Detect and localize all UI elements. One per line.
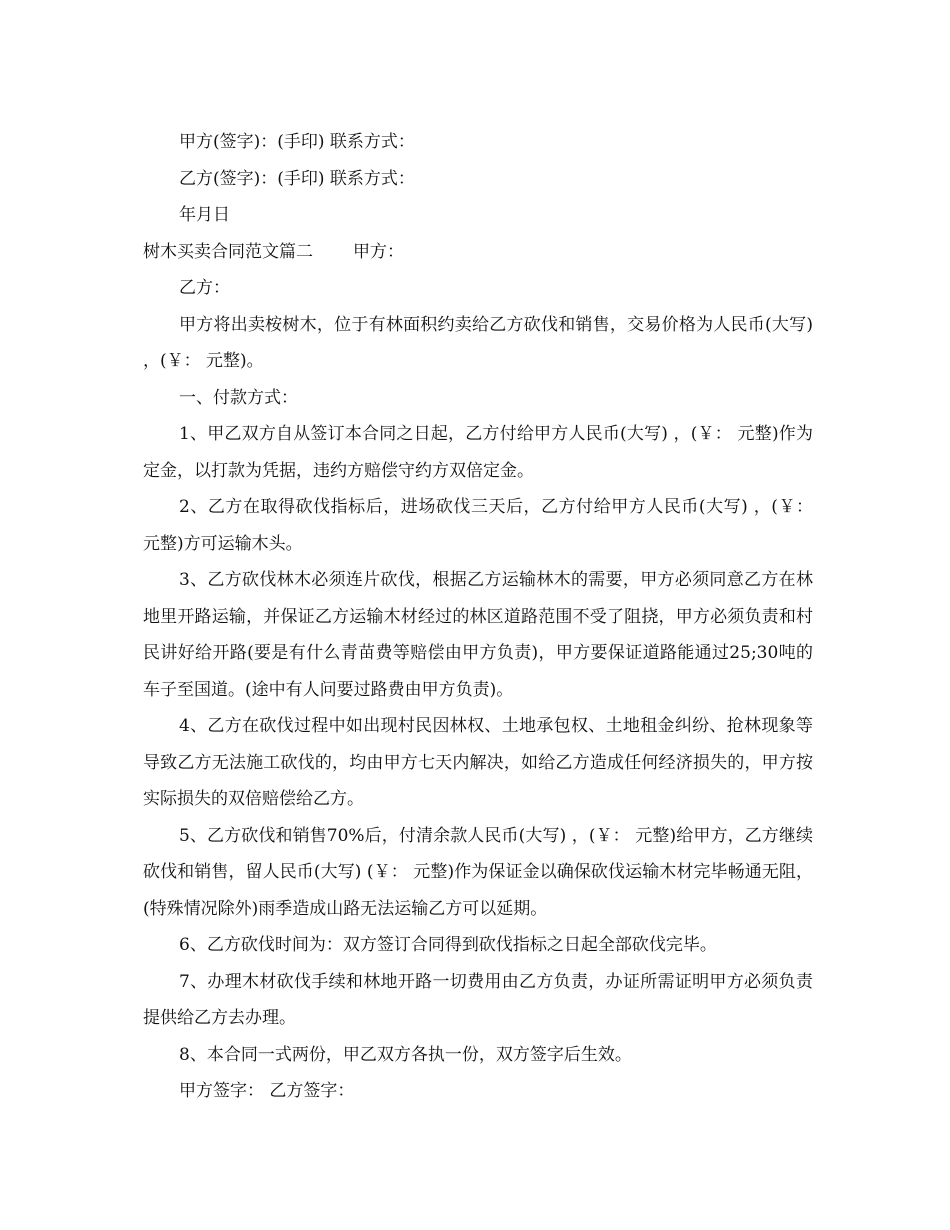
clause-1: 1、甲乙双方自从签订本合同之日起，乙方付给甲方人民币(大写) ，(￥： 元整)作为定金，以打款为凭据，违约方赔偿守约方双倍定金。: [143, 424, 813, 481]
party-b-label: 乙方：: [179, 278, 230, 298]
clause-2: 2、乙方在取得砍伐指标后，进场砍伐三天后，乙方付给甲方人民币(大写) ，(￥： 元整)方可运输木头。: [143, 497, 813, 554]
clause-7: 7、办理木材砍伐手续和林地开路一切费用由乙方负责，办证所需证明甲方必须负责提供给乙方去办理。: [143, 971, 813, 1028]
clause-3: 3、乙方砍伐林木必须连片砍伐，根据乙方运输林木的需要，甲方必须同意乙方在林地里开路运输，并保证乙方运输木材经过的林区道路范围不受了阻挠，甲方必须负责和村民讲好给开路(要是有什么青苗费等赔偿由甲方负责)，甲方要保证道路能通过25;30吨的车子至国道。(途中有人问要过路费由甲方负责)。: [143, 570, 813, 700]
title-party-a: 甲方：: [353, 241, 404, 262]
section-payment-heading: 一、付款方式：: [179, 387, 298, 408]
date-line: 年月日: [179, 205, 230, 225]
final-signatures: 甲方签字： 乙方签字：: [179, 1081, 355, 1101]
clause-6: 6、乙方砍伐时间为：双方签订合同得到砍伐指标之日起全部砍伐完毕。: [179, 935, 717, 955]
party-a-signature-line: 甲方(签字)：(手印) 联系方式：: [179, 132, 415, 152]
contract-title-line: [143, 234, 813, 271]
document-body: [143, 124, 813, 1110]
clause-4: 4、乙方在砍伐过程中如出现村民因林权、土地承包权、土地租金纠纷、抢林现象等导致乙方无法施工砍伐的，均由甲方七天内解决，如给乙方造成任何经济损失的，甲方按实际损失的双倍赔偿给乙方。: [143, 716, 813, 809]
contract-title: 树木买卖合同范文篇二: [143, 241, 313, 262]
intro-paragraph: 甲方将出卖桉树木，位于有林面积约卖给乙方砍伐和销售，交易价格为人民币(大写) ，(￥： 元整)。: [143, 314, 813, 371]
clause-8: 8、本合同一式两份，甲乙双方各执一份，双方签字后生效。: [179, 1044, 632, 1065]
clause-5: 5、乙方砍伐和销售70%后，付清余款人民币(大写) ，(￥： 元整)给甲方，乙方继续砍伐和销售，留人民币(大写) (￥： 元整)作为保证金以确保砍伐运输木材完毕畅通无阻，(特殊情况除外)雨季造成山路无法运输乙方可以延期。: [143, 825, 813, 919]
party-b-signature-line: 乙方(签字)：(手印) 联系方式：: [179, 168, 415, 189]
